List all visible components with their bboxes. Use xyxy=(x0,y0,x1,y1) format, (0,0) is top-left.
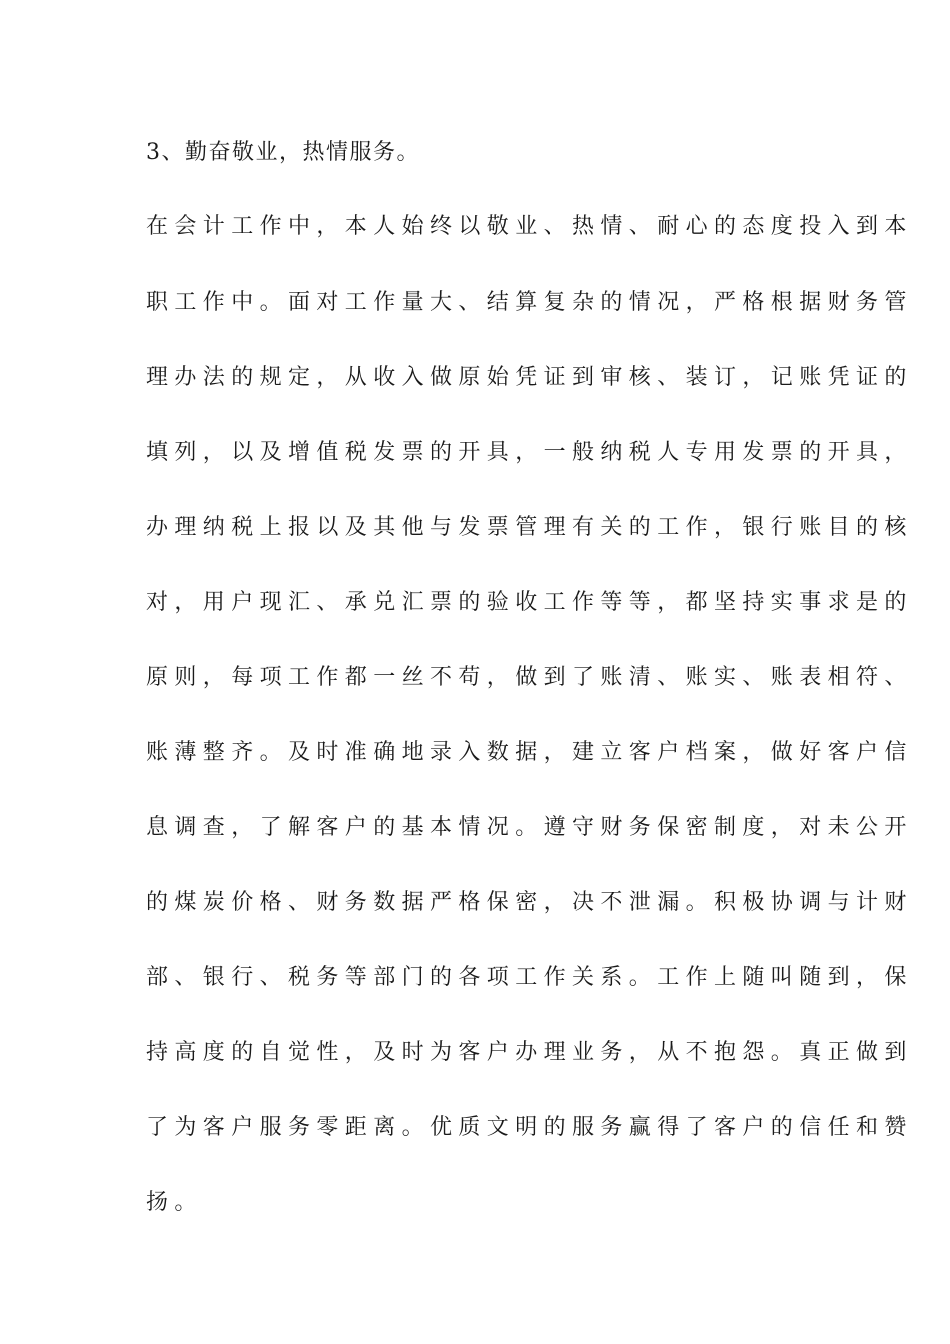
paragraph-line: 息调查，了解客户的基本情况。遵守财务保密制度，对未公开 xyxy=(146,815,913,840)
paragraph-line: 对，用户现汇、承兑汇票的验收工作等等，都坚持实事求是的 xyxy=(146,590,913,615)
paragraph-line: 持高度的自觉性，及时为客户办理业务，从不抱怨。真正做到 xyxy=(146,1040,913,1065)
paragraph-line: 账薄整齐。及时准确地录入数据，建立客户档案，做好客户信 xyxy=(146,740,913,765)
paragraph-line: 的煤炭价格、财务数据严格保密，决不泄漏。积极协调与计财 xyxy=(146,890,913,915)
paragraph-line: 扬。 xyxy=(146,1190,203,1215)
paragraph-line: 在会计工作中，本人始终以敬业、热情、耐心的态度投入到本 xyxy=(146,214,913,239)
paragraph-line: 职工作中。面对工作量大、结算复杂的情况，严格根据财务管 xyxy=(146,290,913,315)
paragraph-line: 理办法的规定，从收入做原始凭证到审核、装订，记账凭证的 xyxy=(146,365,913,390)
paragraph-line: 部、银行、税务等部门的各项工作关系。工作上随叫随到，保 xyxy=(146,965,913,990)
paragraph-line: 了为客户服务零距离。优质文明的服务赢得了客户的信任和赞 xyxy=(146,1115,913,1140)
paragraph-line: 办理纳税上报以及其他与发票管理有关的工作，银行账目的核 xyxy=(146,515,913,540)
paragraph-line: 原则，每项工作都一丝不苟，做到了账清、账实、账表相符、 xyxy=(146,665,913,690)
section-heading: 3、勤奋敬业，热情服务。 xyxy=(146,140,420,165)
paragraph-line: 填列，以及增值税发票的开具，一般纳税人专用发票的开具， xyxy=(146,440,913,465)
